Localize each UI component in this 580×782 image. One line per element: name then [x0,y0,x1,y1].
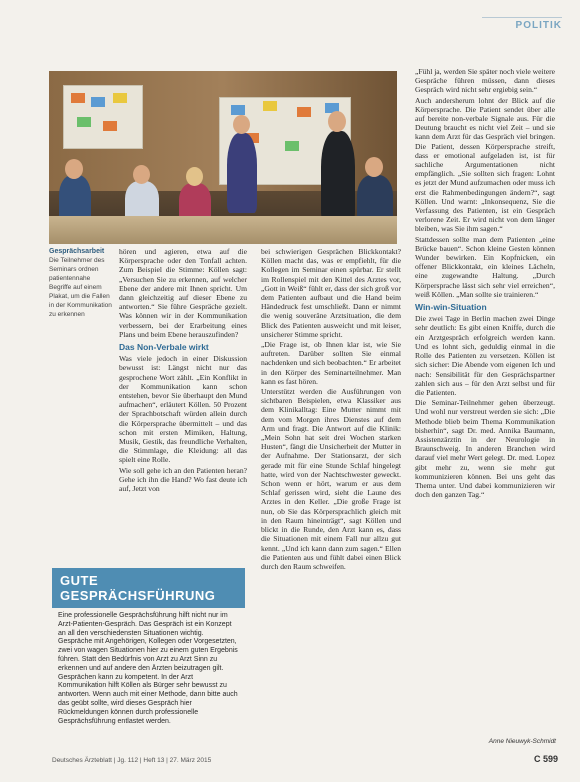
photo-head [328,111,346,132]
photo-card [91,97,105,107]
article-column-2 [261,247,401,572]
photo-person [321,131,355,221]
photo-head [233,115,250,134]
photo-head [186,167,203,186]
paragraph: „Fühl ja, werden Sie später noch viele weitere Gespräche führen müssen, dann dieses Gespräch wird nicht sehr ergiebig sein.“ [415,67,556,95]
photo-card [103,121,117,131]
photo-card [231,105,245,115]
info-box-text: Eine professionelle Gesprächsführung hilft nicht nur im Arzt-Patienten-Gespräch. Das Gespräch ist ein Konzept an all den verschiedensten Situationen wichtig. Gespräche mit Angehörigen, Kollegen oder Vorgesetzten, zwei von wagen Situationen hier zu einem guten Ergebnis führen. Statt den Bedürfnis von Arzt zu Arzt Sinn zu erkennen und auf andere den Ärzten beizutragen gilt. Gesprächen kann zu kompetent. In der Arzt Kommunikation hilft Köllen als Bürger sehr bewusst zu antworten. Wenn auch mit einer Methode, dann bitte auch das geübt sollte, wird dieses Gespräch hier Rückmeldungen können durch professionelle Gesprächsführung entlastet werden. [58,612,238,725]
paragraph: hören und agieren, etwa auf die Körpersprache oder den Tonfall achten. Zum Beispiel die Stimme: Köllen sagt: „Versuchen Sie zu erkennen, auf welcher Ebene der andere mit Ihnen spricht. Um dann gleichzeitig auf dieser Ebene zu antworten.“ Sie führe Gespräche gezielt. Was können wir in der Kommunikation verbessern, bei der Erarbeitung eines Plans und beim Ebene herauszufinden? [119,247,247,339]
photo-head [65,159,83,179]
paragraph: „Die Frage ist, ob Ihnen klar ist, wie Sie auftreten. Darüber sollten Sie einmal nachdenken und sich beobachten.“ Er arbeitet in den Körper des Seminarteilnehmer. Man kann es fast hören. [261,340,401,386]
paragraph: Auch andersherum lohnt der Blick auf die Körpersprache. Die Patient sendet über alle auf bereite non-verbale Signale aus. Für die Deutung braucht es nicht viel Zeit – und sie kann dem Arzt für das Gespräch viel bringen. Die Patient, dessen Körpersprache streift, dass er emotional aufgeladen ist, ist für sachliche Argumentationen nicht empfänglich. „Sie sollten sich fragen: Lohnt es jetzt der Mund aufzumachen oder muss ich erst die Rahmenbedingungen ändern?“, sagt Köllen. Und warnt: „Inkonsequenz, Sie die Verfassung des Patienten, ist ein Gespräch verlorene Zeit. Er wird nicht von dem länger bleiben, was Sie ihm sagen.“ [415,95,555,234]
info-box-title: GUTE GESPRÄCHSFÜHRUNG [52,568,245,608]
caption-title: Gesprächsarbeit [49,248,105,255]
photo-card [113,93,127,103]
author-byline: Anne Nieuwyk-Schmidt [488,738,556,745]
article-column-1 [119,247,247,494]
page-number: C 599 [533,754,558,764]
photo-caption [49,247,113,319]
photo-person [227,133,257,213]
photo-card [77,117,91,127]
photo-head [133,165,150,184]
photo-table [49,216,397,244]
photo-card [285,141,299,151]
paragraph: Unterstützt werden die Ausführungen von sichtbaren Beispielen, etwa Klassiker aus dem Klinikalltag: Eine Mutter nimmt mit dem vom Morgen ihres Dienstes auf dem Arm und fragt. Die Antwort auf die Klinik: „Mein Sohn hat seit drei Wochen starken Husten“, fängt die Unsicherheit der Mutter in der Aufnahme. Der Stationsarzt, der sich gerade mit für eine Stunde Schlaf hingelegt hatte, wird von der Nachtschwester geweckt. Schon wenn er hört, warum er aus dem Schlaf gerissen wird, sieht die Laune des Arztes in den Keller. „Die große Frage ist nun, ob Sie das Körpersprachlich gleich mit in den Raum hineinträgt“, sagt Köllen und blickt in die Runde, den Arzt kann es, dass die Situationen mit einem Fall nur allzu gut kennt. „Und ich kann dann zum sagen.“ Ellen die Patienten aus und fühlt dabei einen Blick durch den Raum schweifen. [261,387,401,571]
photo-card [297,107,311,117]
info-box [52,568,245,732]
paragraph: Wie soll gehe ich an den Patienten heran? Gehe ich ihn die Hand? Wo fast deute ich auf, Jetzt von [119,465,247,494]
journal-footer: Deutsches Ärzteblatt | Jg. 112 | Heft 13 | 27. März 2015 [52,757,212,764]
subheading: Win-win-Situation [415,302,487,313]
section-tag: POLITIK [482,17,562,34]
paragraph: Die zwei Tage in Berlin machen zwei Dinge sehr deutlich: Es gibt einen Kniffe, durch die ein Arztgespräch erfolgreich werden kann. Und es lohnt sich, geduldig einmal in die Rolle des Patienten zu versetzen. Köllen ist sich sicher: Die Abende vom eigenen Ich und nach: Sensibilität für den Gesprächspartner zahlen sich aus – für den Arzt selbst und für die Patienten. [415,314,555,397]
caption-text: Die Teilnehmer des Seminars ordnen patientennahe Begriffe auf einem Plakat, um die Fallen in der Kommunikation zu erkennen [49,257,112,318]
photo-card [71,93,85,103]
article-column-3 [415,67,555,500]
subheading: Das Non-Verbale wirkt [119,342,209,353]
paragraph: bei schwierigen Gesprächen Blickkontakt? Köllen macht das, was er empfiehlt, für die Kollegen im Seminar einen spürbar. Er stellt im Rollenspiel mit den Kittel des Arztes vor, „Gott in Weiß“ fühlt er, dass der sich groß vor dem Patienten aufbaut und die Hand beim Händedruck fest umschließt. Dann er nimmt die wenig souveräne Arztsituation, die dem Blick des Patienten ausweicht und mit leiser, unsicherer Stimme spricht. [261,247,401,339]
paragraph: Stattdessen sollte man dem Patienten „eine Brücke bauen“. Schon kleine Gesten können Wunder bewirken. Ein Kopfnicken, ein offener Blickkontakt, ein kleines Lächeln, eine zugewandte Haltung. „Durch Körpersprache lässt sich sehr viel erreichen“, weiß Köllen. „Man sollte sie trainieren.“ [415,234,555,299]
photo-head [365,157,383,177]
photo-card [263,101,277,111]
article-photo [49,71,397,244]
paragraph: Was viele jedoch in einer Diskussion bewusst ist: Längst nicht nur das gesprochene Wort zählt. „Ein Konflikt in der Kommunikation kann schon entstehen, bevor Sie überhaupt den Mund aufmachen“, erläutert Köllen. 50 Prozent der Sprachbotschaft würden allein durch die Körpersprache übermittelt – und das schon mit ersten Mimiken, Haltung, Musik, Gestik, das freundliche Verhalten, die Stimmlage, die Kleidung: all das spielt eine Rolle. [119,354,247,465]
paragraph: Die Seminar-Teilnehmer gehen überzeugt. Und wohl nur verstreut werden sie sich: „Die Methode blieb beim Thema Kommunikation bisherhin“, sagt Dr. med. Annika Baumann, Assistenzärztin in der Neurologie in Braunschweig. In anderen Branchen wird darauf viel mehr Wert gelegt. Dr. med. Lopez gibt mehr zu, wenn sie mehr gut kommunizieren können. Bei uns geht das Thema unter. Und dabei kommunizieren wir doch den ganzen Tag.“ [415,398,555,500]
